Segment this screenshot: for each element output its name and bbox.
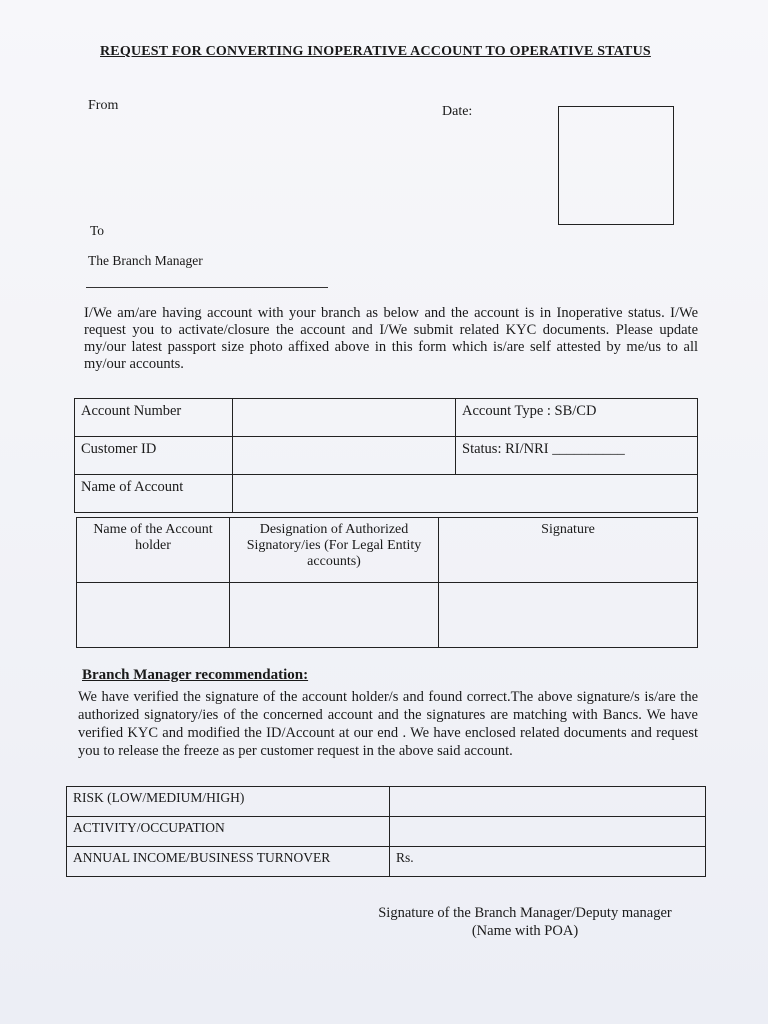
signature-field[interactable] — [439, 583, 698, 648]
holder-signature-table — [76, 517, 698, 648]
account-details-table — [74, 398, 698, 513]
header-designation: Designation of Authorized Signatory/ies (For Legal Entity accounts) — [230, 518, 439, 583]
account-number-label: Account Number — [75, 399, 233, 437]
header-signature: Signature — [439, 518, 698, 583]
branch-manager-heading: Branch Manager recommendation: — [82, 667, 309, 683]
signature-block — [360, 904, 690, 940]
signature-line-2: (Name with POA) — [471, 923, 579, 939]
activity-field[interactable] — [390, 817, 706, 847]
customer-id-field[interactable] — [233, 437, 456, 475]
from-label: From — [88, 98, 119, 113]
customer-id-label: Customer ID — [75, 437, 233, 475]
risk-table — [66, 786, 706, 877]
activity-label: ACTIVITY/OCCUPATION — [67, 817, 390, 847]
header-account-holder: Name of the Account holder — [77, 518, 230, 583]
account-type-label: Account Type : SB/CD — [456, 399, 698, 437]
form-title: REQUEST FOR CONVERTING INOPERATIVE ACCOUNT TO OPERATIVE STATUS — [100, 44, 651, 59]
status-label: Status: RI/NRI __________ — [456, 437, 698, 475]
income-field[interactable]: Rs. — [390, 847, 706, 877]
signature-line-1: Signature of the Branch Manager/Deputy manager — [378, 905, 672, 921]
photo-box[interactable] — [558, 106, 674, 225]
risk-field[interactable] — [390, 787, 706, 817]
to-label: To — [90, 223, 105, 238]
risk-label: RISK (LOW/MEDIUM/HIGH) — [67, 787, 390, 817]
name-of-account-label: Name of Account — [75, 475, 233, 513]
date-label: Date: — [442, 104, 473, 119]
account-holder-field[interactable] — [77, 583, 230, 648]
intro-paragraph: I/We am/are having account with your branch as below and the account is in Inoperative status. I/We request you to activate/closure the account and I/We submit related KYC documents. Please update my/our latest passport size photo affixed above in this form which is/are self attested by me/us to all my/our accounts. — [84, 305, 698, 372]
income-label: ANNUAL INCOME/BUSINESS TURNOVER — [67, 847, 390, 877]
recipient-underline — [86, 287, 328, 288]
branch-manager-text: We have verified the signature of the account holder/s and found correct.The above signature/s is/are the authorized signatory/ies of the concerned account and the signatures are matching with Bancs. We have verified KYC and modified the ID/Account at our end . We have enclosed related documents and request you to release the freeze as per customer request in the above said account. — [78, 689, 698, 759]
designation-field[interactable] — [230, 583, 439, 648]
to-recipient: The Branch Manager — [88, 253, 203, 268]
name-of-account-field[interactable] — [233, 475, 698, 513]
account-number-field[interactable] — [233, 399, 456, 437]
